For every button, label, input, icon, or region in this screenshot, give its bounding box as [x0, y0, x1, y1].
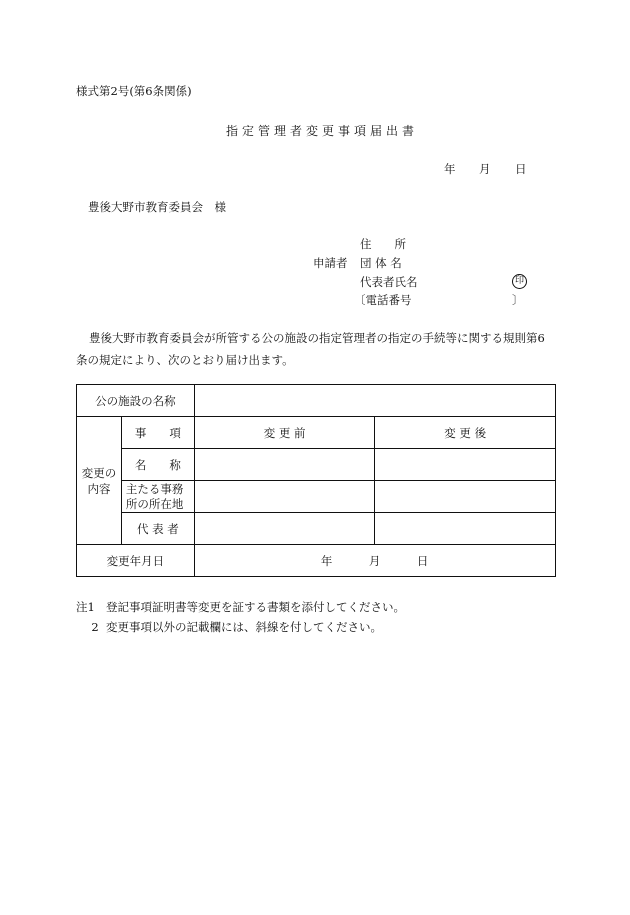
document-title: 指定管理者変更事項届出書 [226, 124, 419, 138]
applicant-phone-close: 〕 [512, 293, 524, 307]
note-number: 注1 [76, 600, 95, 614]
facility-name-label: 公の施設の名称 [77, 385, 195, 417]
applicant-representative-label: 代表者氏名 [360, 275, 418, 289]
table-row [77, 545, 556, 577]
office-row-label-line1: 主たる事務 [125, 481, 184, 496]
table-row [77, 513, 556, 545]
body-paragraph: 豊後大野市教育委員会が所管する公の施設の指定管理者の指定の手続等に関する規則第6条の規定により、次のとおり届け出ます。 [76, 331, 545, 367]
seal-mark: 印 [512, 274, 527, 289]
table-row [77, 449, 556, 481]
change-date-field[interactable] [194, 545, 555, 577]
note-text: 変更事項以外の記載欄には、斜線を付してください。 [106, 620, 382, 634]
representative-row-label: 代 表 者 [121, 513, 194, 545]
change-form-table [76, 384, 556, 577]
note-number-text: 2 [91, 620, 99, 634]
item-header: 事 項 [121, 417, 194, 449]
change-content-label-line1: 変更の [81, 465, 117, 480]
date-day: 日 [515, 162, 527, 176]
change-date-year: 年 [320, 554, 333, 568]
form-number: 様式第2号(第6条関係) [76, 84, 192, 98]
applicant-label: 申請者 [313, 256, 348, 270]
facility-name-field[interactable] [194, 385, 555, 417]
name-after-field[interactable] [375, 449, 556, 481]
applicant-org-label: 団 体 名 [360, 256, 402, 270]
change-date-month: 月 [368, 554, 381, 568]
name-before-field[interactable] [194, 449, 375, 481]
office-row-label-line2: 所の所在地 [125, 496, 184, 511]
office-row-label [121, 481, 194, 513]
note-item [76, 597, 405, 617]
note-text: 登記事項証明書等変更を証する書類を添付してください。 [106, 600, 405, 614]
date-year: 年 [444, 162, 456, 176]
table-row [77, 481, 556, 513]
before-header: 変 更 前 [194, 417, 375, 449]
addressee: 豊後大野市教育委員会 様 [88, 200, 226, 214]
note-item [76, 617, 405, 637]
representative-before-field[interactable] [194, 513, 375, 545]
applicant-phone-label: 〔電話番号 [354, 293, 412, 307]
change-date-day: 日 [416, 554, 429, 568]
applicant-address-label: 住 所 [360, 237, 406, 251]
representative-after-field[interactable] [375, 513, 556, 545]
office-before-field[interactable] [194, 481, 375, 513]
table-row [77, 385, 556, 417]
table-row [77, 417, 556, 449]
change-date-label: 変更年月日 [77, 545, 195, 577]
name-row-label: 名 称 [121, 449, 194, 481]
change-content-label [77, 417, 122, 545]
note-number [76, 617, 106, 637]
after-header: 変 更 後 [375, 417, 556, 449]
notes [76, 597, 405, 637]
office-after-field[interactable] [375, 481, 556, 513]
change-content-label-line2: 内容 [87, 481, 111, 496]
date-month: 月 [479, 162, 491, 176]
